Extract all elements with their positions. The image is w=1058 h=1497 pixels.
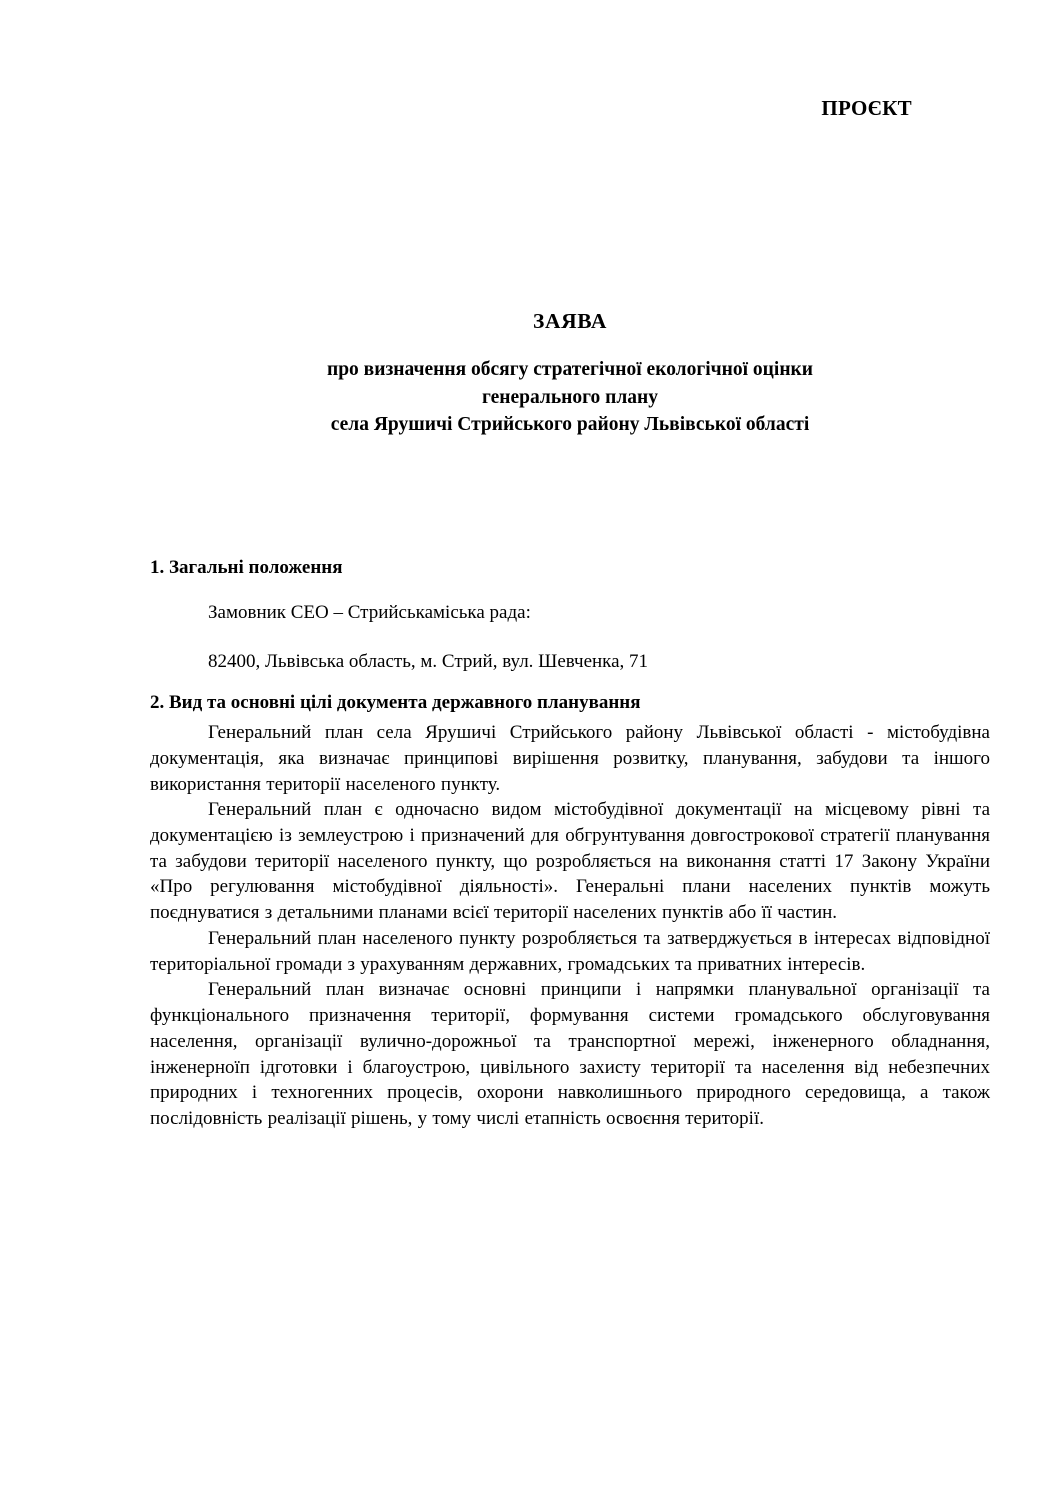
draft-marker: ПРОЄКТ: [821, 96, 912, 120]
section-2-paragraph-3: Генеральний план населеного пункту розробляється та затверджується в інтересах відповідної територіальної громади з урахуванням державних, громадських та приватних інтересів.: [150, 927, 990, 975]
page-title: ЗАЯВА: [533, 309, 607, 333]
subtitle-line-2: генерального плану: [481, 386, 659, 408]
section-2-paragraph-4: Генеральний план визначає основні принципи і напрямки планувальної організації та функціонального призначення території, формування системи громадського обслуговування населення, організації вулично-дорожньої та транспортної мережі, інженерного обладнання, інженерноїп ідготовки і благоустрою, цивільного захисту території та населення від небезпечних природних і техногенних процесів, охорони навколишнього природного середовища, а також послідовність реалізації рішень, у тому числі етапність освоєння території.: [150, 979, 990, 1130]
section-2-paragraph-2: Генеральний план є одночасно видом містобудівної документації на місцевому рівні та документацією із землеустрою і призначений для обгрунтування довгострокової стратегії планування та забудови території населеного пункту, що розробляється на виконання статті 17 Закону України «Про регулювання містобудівної діяльності». Генеральні плани населених пунктів можуть поєднуватися з детальними планами всієї території населених пунктів або її частин.: [150, 799, 990, 924]
subtitle-line-1: про визначення обсягу стратегічної екологічної оцінки: [326, 359, 814, 380]
address-line: 82400, Львівська область, м. Стрий, вул. Шевченка, 71: [208, 650, 649, 672]
document-subtitle: [220, 356, 920, 439]
section-heading-2: 2. Вид та основні цілі документа державного планування: [150, 692, 641, 714]
title-block: [150, 309, 990, 439]
section-2-paragraph-1: Генеральний план села Ярушичі Стрийського району Львівської області - містобудівна документація, яка визначає принципові вирішення розвитку, планування, забудови та іншого використання території населеного пункту.: [150, 722, 990, 795]
section-heading-1: 1. Загальні положення: [150, 557, 343, 579]
customer-line: Замовник СЕО – Стрийськаміська рада:: [208, 602, 531, 624]
subtitle-line-3: села Ярушичі Стрийського району Львівської області: [330, 414, 810, 436]
